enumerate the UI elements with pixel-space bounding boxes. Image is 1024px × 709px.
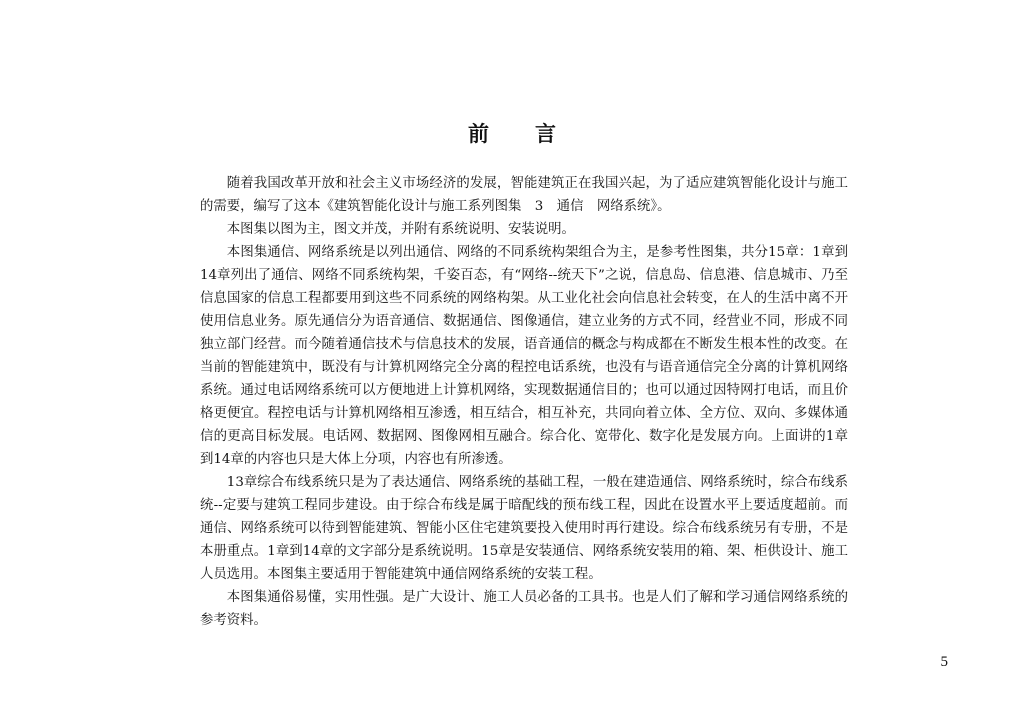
title-char-2: 言 bbox=[535, 121, 556, 146]
paragraph-2: 本图集以图为主，图文并茂，并附有系统说明、安装说明。 bbox=[226, 222, 575, 237]
paragraph-4: 13章综合布线系统只是为了表达通信、网络系统的基础工程，一般在建造通信、网络系统时，综合布线系统--定要与建筑工程同步建设。由于综合布线是属于暗配线的预布线工程，因此在设置水平上要适度超前。而通信、网络系统可以待到智能建筑、智能小区住宅建筑要投入使用时再行建设。综合布线系统另有专册，不是本册重点。1章到14章的文字部分是系统说明。15章是安装通信、网络系统安装用的箱、架、柜供设计、施工人员选用。本图集主要适用于智能建筑中通信网络系统的安装工程。 bbox=[200, 475, 848, 582]
paragraph-3: 本图集通信、网络系统是以列出通信、网络的不同系统构架组合为主，是参考性图集，共分15章：1章到14章列出了通信、网络不同系统构架，千姿百态，有“网络--统天下”之说，信息岛、信息港、信息城市、乃至信息国家的信息工程都要用到这些不同系统的网络构架。从工业化社会向信息社会转变，在人的生活中离不开使用信息业务。原先通信分为语音通信、数据通信、图像通信，建立业务的方式不同，经营业不同，形成不同独立部门经营。而今随着通信技术与信息技术的发展，语音通信的概念与构成都在不断发生根本性的改变。在当前的智能建筑中，既没有与计算机网络完全分离的程控电话系统，也没有与语音通信完全分离的计算机网络系统。通过电话网络系统可以方便地进上计算机网络，实现数据通信目的；也可以通过因特网打电话，而且价格更便宜。程控电话与计算机网络相互渗透，相互结合，相互补充，共同向着立体、全方位、双向、多媒体通信的更高目标发展。电话网、数据网、图像网相互融合。综合化、宽带化、数字化是发展方向。上面讲的1章到14章的内容也只是大体上分项，内容也有所渗透。 bbox=[200, 245, 848, 467]
preface-body bbox=[200, 172, 848, 632]
page-title bbox=[0, 118, 1024, 148]
paragraph-5: 本图集通俗易懂，实用性强。是广大设计、施工人员必备的工具书。也是人们了解和学习通信网络系统的参考资料。 bbox=[200, 590, 848, 628]
page-number: 5 bbox=[940, 654, 948, 670]
paragraph-1: 随着我国改革开放和社会主义市场经济的发展，智能建筑正在我国兴起，为了适应建筑智能化设计与施工的需要，编写了这本《建筑智能化设计与施工系列图集 3 通信 网络系统》。 bbox=[200, 176, 848, 214]
title-char-1: 前 bbox=[468, 121, 489, 146]
